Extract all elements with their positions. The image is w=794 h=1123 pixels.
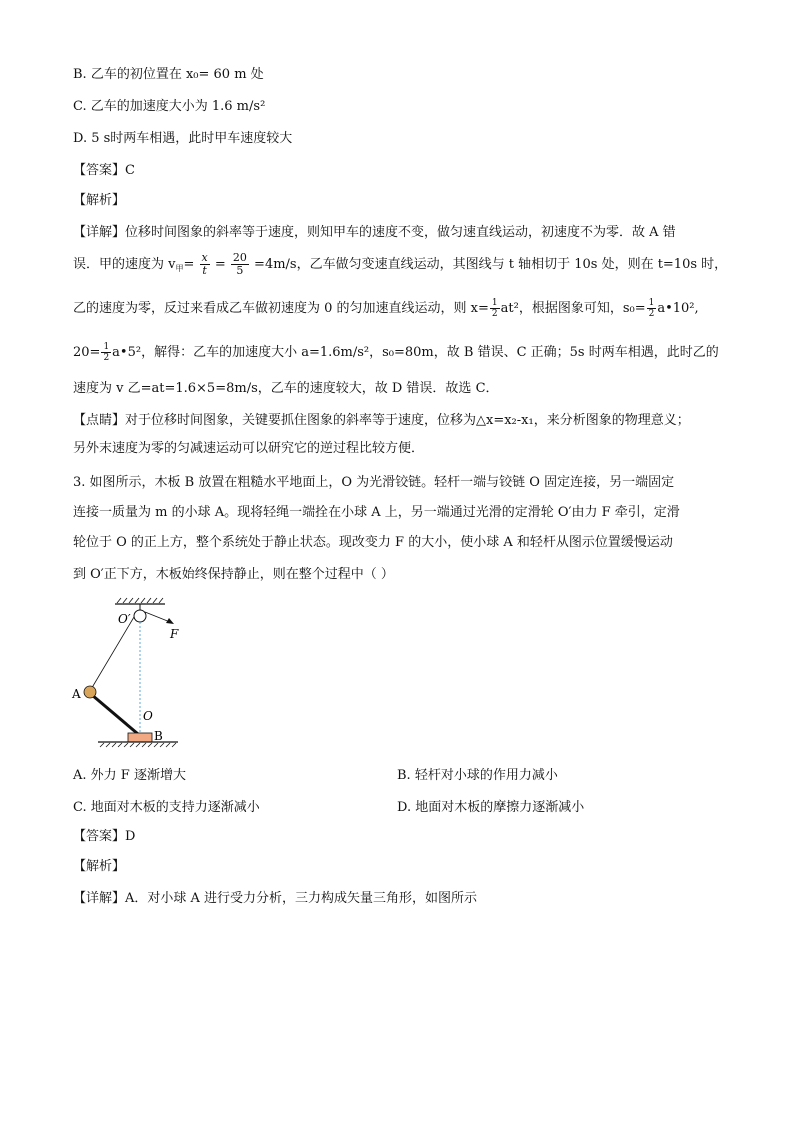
q2-option-c: C. 乙车的加速度大小为 1.6 m/s²: [73, 99, 266, 114]
text: 20=: [73, 345, 101, 360]
label-b: B: [154, 729, 163, 743]
ceiling-hatch: [117, 598, 163, 603]
text: =: [214, 257, 230, 272]
q3-stem-line-4: 到 O′正下方，木板始终保持静止，则在整个过程中（ ）: [73, 567, 394, 582]
denominator: 2: [491, 309, 498, 319]
fraction-half: [647, 298, 657, 319]
fraction-half: [490, 298, 500, 319]
text: =4m/s，乙车做匀变速直线运动，其图线与 t 轴相切于 10s 处，则在 t=10s 时，: [249, 257, 728, 272]
q2-option-b: B. 乙车的初位置在 x₀= 60 m 处: [73, 67, 264, 82]
pulley-rod-figure: [70, 596, 200, 756]
rope: [90, 617, 134, 691]
numerator: 1: [491, 298, 498, 308]
text: =: [183, 257, 195, 272]
text: at²，根据图象可知，s₀=: [500, 301, 646, 316]
q3-stem-line-2: 连接一质量为 m 的小球 A。现将轻绳一端拴在小球 A 上，另一端通过光滑的定滑轮 O′由力 F 牵引，定滑: [73, 505, 680, 520]
ground-hatch: [100, 743, 176, 747]
denominator: 2: [648, 309, 655, 319]
q2-note-line-2: 另外末速度为零的匀减速运动可以研究它的逆过程比较方便．: [73, 441, 425, 456]
q3-detail-line-1: 【详解】A．对小球 A 进行受力分析，三力构成矢量三角形，如图所示: [73, 891, 478, 906]
board-b: [128, 733, 152, 742]
q2-analysis-heading: 【解析】: [73, 193, 126, 208]
text: 误．甲的速度为 v: [73, 257, 176, 272]
q3-stem-line-3: 轮位于 O 的正上方，整个系统处于静止状态。现改变力 F 的大小，使小球 A 和轻杆从图示位置缓慢运动: [73, 535, 673, 550]
q2-detail-line-5: 速度为 v 乙=at=1.6×5=8m/s，乙车的速度较大，故 D 错误．故选 C．: [73, 381, 499, 396]
numerator: 1: [648, 298, 655, 308]
q3-option-a: A. 外力 F 逐渐增大: [73, 768, 186, 783]
fraction-half: [101, 342, 111, 363]
denominator: 2: [103, 353, 110, 363]
label-f: F: [170, 627, 179, 641]
q2-answer: 【答案】C: [73, 163, 135, 178]
ball-a: [84, 686, 96, 698]
numerator: 1: [103, 342, 110, 352]
q3-answer: 【答案】D: [73, 829, 136, 844]
subscript: 甲: [175, 264, 184, 273]
fraction-x-over-t: [200, 252, 210, 277]
q2-detail-line-1: 【详解】位移时间图象的斜率等于速度，则知甲车的速度不变，做匀速直线运动，初速度不为零．故 A 错: [73, 225, 676, 240]
q3-stem-line-1: 3. 如图所示，木板 B 放置在粗糙水平地面上，O 为光滑铰链。轻杆一端与铰链 O 固定连接，另一端固定: [73, 475, 675, 490]
text: a•10²,: [657, 301, 699, 316]
denominator: t: [202, 264, 207, 277]
q2-detail-line-2: [73, 252, 727, 278]
text: a•5²，解得：乙车的加速度大小 a=1.6m/s²，s₀=80m，故 B 错误、C 正确；5s 时两车相遇，此时乙的: [112, 345, 719, 360]
q3-option-d: D. 地面对木板的摩擦力逐渐减小: [397, 800, 585, 815]
label-a: A: [72, 687, 81, 701]
q2-option-d: D. 5 s时两车相遇，此时甲车速度较大: [73, 131, 293, 146]
force-arrow-line: [145, 612, 170, 622]
q3-analysis-heading: 【解析】: [73, 859, 126, 874]
numerator: x: [201, 251, 208, 264]
q2-detail-line-4: [73, 342, 719, 363]
q2-note-line-1: 【点睛】对于位移时间图象，关键要抓住图象的斜率等于速度，位移为△x=x₂-x₁，来分析图象的物理意义；: [73, 413, 690, 428]
q3-option-b: B. 轻杆对小球的作用力减小: [397, 768, 558, 783]
denominator: 5: [236, 264, 244, 277]
pulley-wheel: [134, 610, 146, 622]
text: 乙的速度为零，反过来看成乙车做初速度为 0 的匀加速直线运动，则 x=: [73, 301, 489, 316]
q3-option-c: C. 地面对木板的支持力逐渐减小: [73, 800, 260, 815]
q2-detail-line-3: [73, 298, 699, 319]
numerator: 20: [232, 251, 247, 264]
label-o: O: [143, 709, 153, 723]
label-o-prime: O′: [118, 612, 131, 626]
fraction-20-over-5: [231, 252, 249, 277]
rod: [92, 695, 138, 734]
